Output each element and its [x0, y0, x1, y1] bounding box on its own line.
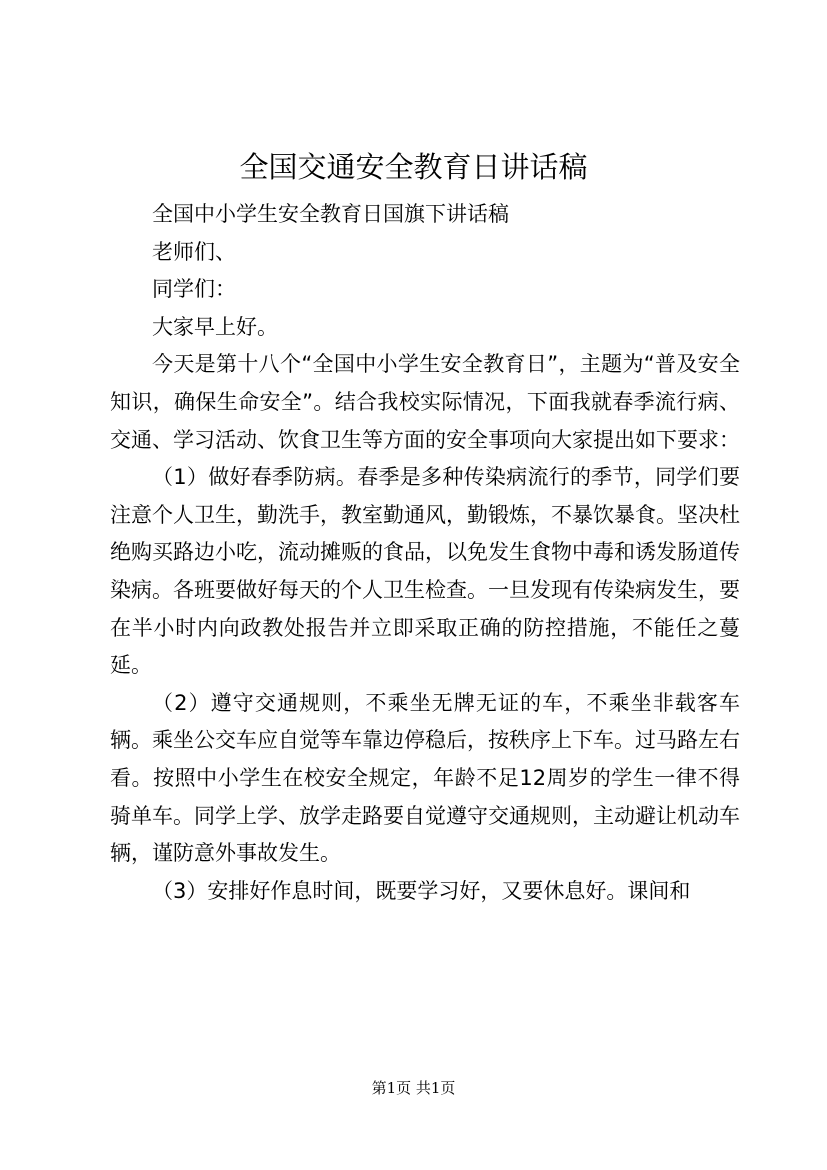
paragraph-item-3: （3）安排好作息时间，既要学习好，又要休息好。课间和 [152, 878, 691, 903]
paragraph-subtitle: 全国中小学生安全教育日国旗下讲话稿 [152, 202, 509, 226]
paragraph-greeting-students: 同学们： [152, 277, 236, 302]
paragraph-greeting-teachers: 老师们、 [152, 239, 236, 264]
page-footer: 第1页 共1页 [371, 1079, 456, 1097]
paragraph-intro: 今天是第十八个“全国中小学生安全教育日”，主题为“普及安全知识，确保生命安全”。结合我校实际情况，下面我就春季流行病、交通、学习活动、饮食卫生等方面的安全事项向大家提出如下要求： [110, 352, 740, 452]
document-body [110, 196, 740, 910]
paragraph-item-1: （1）做好春季防病。春季是多种传染病流行的季节，同学们要注意个人卫生，勤洗手，教室勤通风，勤锻炼，不暴饮暴食。坚决杜绝购买路边小吃，流动摊贩的食品，以免发生食物中毒和诱发肠道传染病。各班要做好每天的个人卫生检查。一旦发现有传染病发生，要在半小时内向政教处报告并立即采取正确的防控措施，不能任之蔓延。 [110, 465, 740, 678]
paragraph-item-2: （2）遵守交通规则，不乘坐无牌无证的车，不乘坐非载客车辆。乘坐公交车应自觉等车靠边停稳后，按秩序上下车。过马路左右看。按照中小学生在校安全规定，年龄不足12周岁的学生一律不得骑单车。同学上学、放学走路要自觉遵守交通规则，主动避让机动车辆，谨防意外事故发生。 [110, 690, 740, 866]
document-title: 全国交通安全教育日讲话稿 [239, 150, 588, 184]
paragraph-good-morning: 大家早上好。 [152, 314, 278, 339]
